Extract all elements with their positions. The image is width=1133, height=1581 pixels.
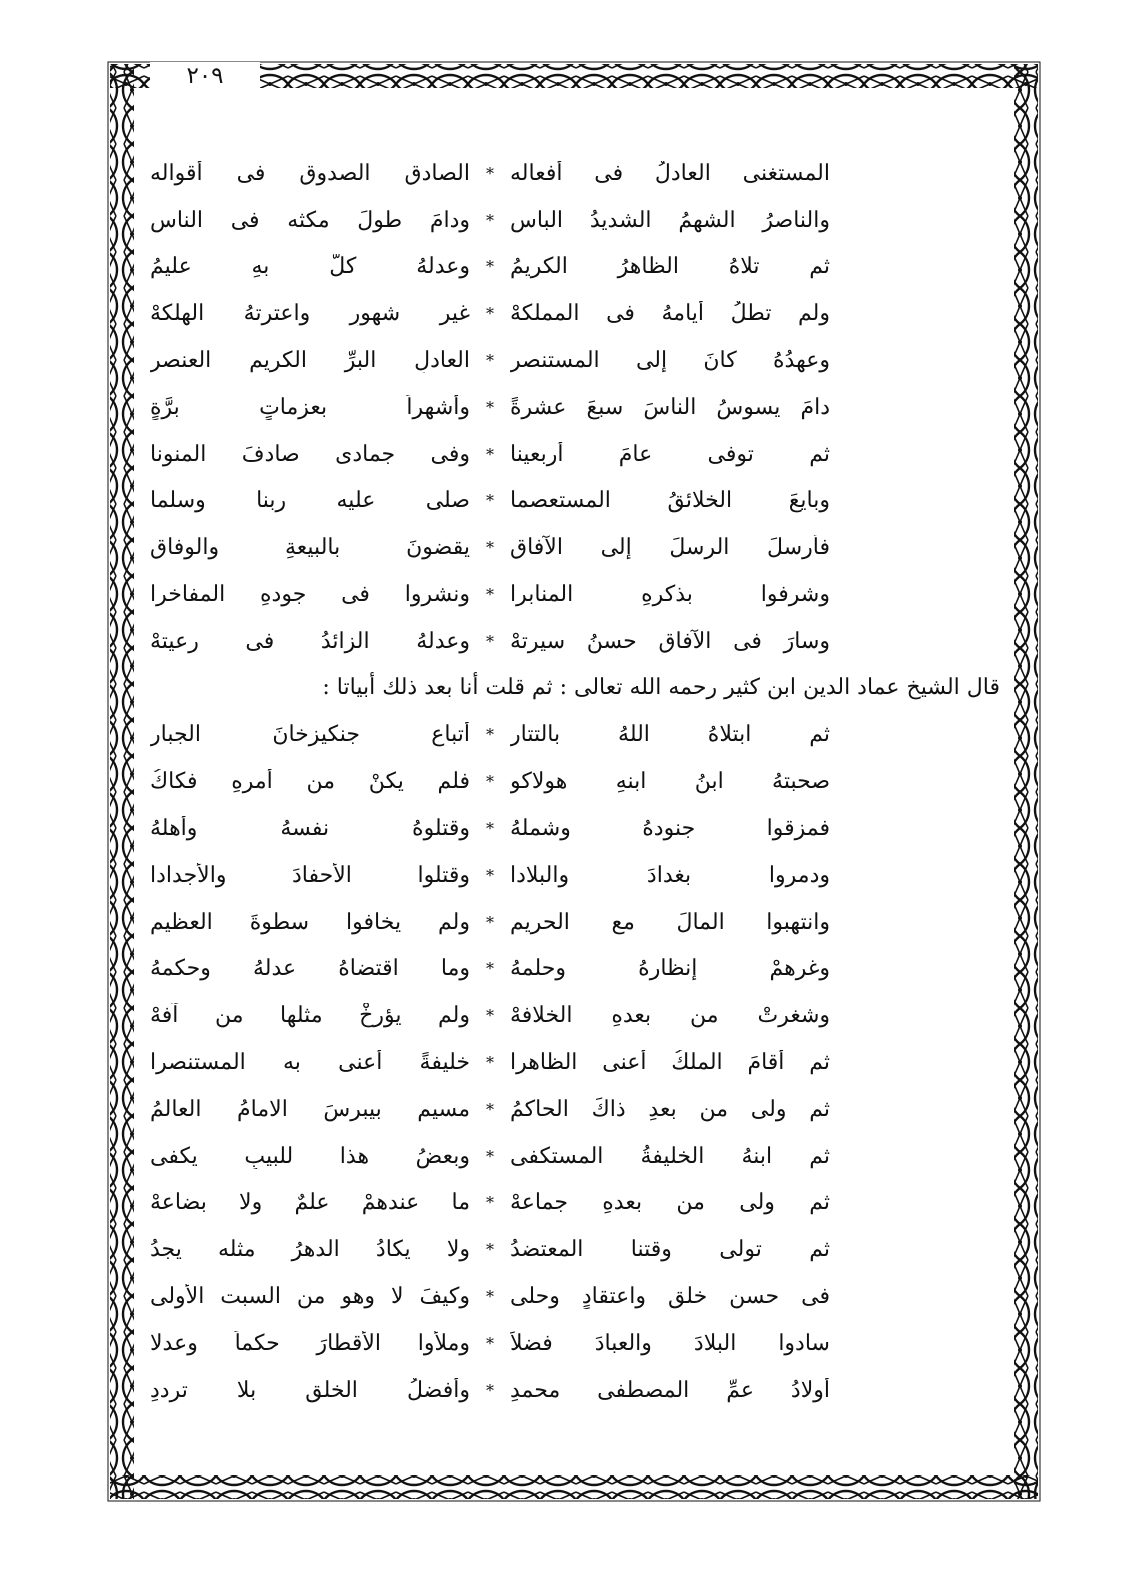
hemistich-separator: * xyxy=(486,1380,494,1400)
second-hemistich: ولا يكادُ الدهرُ مثله يجدُ xyxy=(150,1237,470,1263)
poem-text xyxy=(140,150,1000,1414)
first-hemistich: المستغنى العادلُ فى أفعاله xyxy=(510,160,830,186)
second-hemistich: وقتلوهُ نفسهُ وأهلهُ xyxy=(150,816,470,842)
second-hemistich: مسيم بيبرسَ الامامُ العالمُ xyxy=(150,1096,470,1122)
hemistich-separator: * xyxy=(486,959,494,979)
verse-line xyxy=(130,1226,830,1273)
verse-line xyxy=(130,1367,830,1414)
hemistich-separator: * xyxy=(486,1287,494,1307)
first-hemistich: ولم تطلُ أيامهُ فى المملكهْ xyxy=(510,301,830,327)
second-hemistich: وأفضلُ الخلقِ بلا ترددِ xyxy=(150,1377,470,1403)
first-hemistich: ثم أقامَ الملكُ أعنى الظاهرا xyxy=(510,1050,830,1076)
first-hemistich: ثم ابتلاهُ اللهُ بالتتارِ xyxy=(510,722,830,748)
verse-line xyxy=(130,805,830,852)
first-hemistich: وبايعَ الخلائقُ المستعصما xyxy=(510,488,830,514)
hemistich-separator: * xyxy=(486,1333,494,1353)
verse-line xyxy=(130,1273,830,1320)
second-hemistich: وملأوا الأقطارَ حكماً وعدلا xyxy=(150,1330,470,1356)
hemistich-separator: * xyxy=(486,912,494,932)
hemistich-separator: * xyxy=(486,351,494,371)
first-hemistich: ثم تولى وقتنا المعتضدُ xyxy=(510,1237,830,1263)
second-hemistich: أتباعِ جنكيزخانَ الجبارِ xyxy=(150,722,470,748)
second-hemistich: وقتلوا الأحفادَ والأجدادا xyxy=(150,862,470,888)
hemistich-separator: * xyxy=(486,1006,494,1026)
first-hemistich: وشغرتْ من بعدهِ الخلافهْ xyxy=(510,1003,830,1029)
second-hemistich: وأشهراً بعزماتٍ برَّةٍ xyxy=(150,394,470,420)
second-hemistich: وفى جمادى صادفَ المنونا xyxy=(150,441,470,467)
first-hemistich: ثم ولى من بعدهِ جماعهْ xyxy=(510,1190,830,1216)
first-hemistich: وسارَ فى الآفاقِ حسنُ سيرتهْ xyxy=(510,628,830,654)
first-hemistich: وانتهبوا المالَ مع الحريمِ xyxy=(510,909,830,935)
verse-group-b xyxy=(140,712,1000,1414)
verse-line xyxy=(130,1039,830,1086)
first-hemistich: ثم ولى من بعدِ ذاكَ الحاكمُ xyxy=(510,1096,830,1122)
verse-line xyxy=(130,992,830,1039)
second-hemistich: ودامَ طولَ مكثه فى الناسِ xyxy=(150,207,470,233)
page-number: ٢٠٩ xyxy=(150,62,260,90)
first-hemistich: فمزقوا جنودهُ وشملهُ xyxy=(510,816,830,842)
verse-line xyxy=(130,431,830,478)
hemistich-separator: * xyxy=(486,538,494,558)
first-hemistich: وعهدُهُ كانَ إلى المستنصرِ xyxy=(510,348,830,374)
second-hemistich: وبعضُ هذا للبيبِ يكفى xyxy=(150,1143,470,1169)
verse-line xyxy=(130,197,830,244)
hemistich-separator: * xyxy=(486,491,494,511)
hemistich-separator: * xyxy=(486,304,494,324)
second-hemistich: يقضونَ بالبيعةِ والوفاقِ xyxy=(150,535,470,561)
hemistich-separator: * xyxy=(486,725,494,745)
second-hemistich: صلى عليه ربنا وسلما xyxy=(150,488,470,514)
second-hemistich: غير شهورٍ واعترتهُ الهلكهْ xyxy=(150,301,470,327)
hemistich-separator: * xyxy=(486,585,494,605)
hemistich-separator: * xyxy=(486,163,494,183)
second-hemistich: ونشروا فى جودهِ المفاخرا xyxy=(150,582,470,608)
verse-line xyxy=(130,852,830,899)
first-hemistich: وشرفوا بذكرهِ المنابرا xyxy=(510,582,830,608)
second-hemistich: خليفةً أعنى به المستنصرا xyxy=(150,1050,470,1076)
second-hemistich: الصادق الصدوق فى أقواله xyxy=(150,160,470,186)
second-hemistich: وعدلهُ كلٌّ بهِ عليمُ xyxy=(150,254,470,280)
first-hemistich: فأرسلَ الرسلَ إلى الآفاقِ xyxy=(510,535,830,561)
hemistich-separator: * xyxy=(486,865,494,885)
second-hemistich: ما عندهمْ علمٌ ولا بضاعهْ xyxy=(150,1190,470,1216)
verse-line xyxy=(130,524,830,571)
verse-line xyxy=(130,618,830,665)
second-hemistich: وعدلهُ الزائدُ فى رعيتهْ xyxy=(150,628,470,654)
first-hemistich: ثم تلاهُ الظاهرُ الكريمُ xyxy=(510,254,830,280)
first-hemistich: وغرهمْ إنظارهُ وحلمهُ xyxy=(510,956,830,982)
first-hemistich: ثم ابنهُ الخليفةُ المستكفى xyxy=(510,1143,830,1169)
first-hemistich: والناصرُ الشهمُ الشديدُ الباس xyxy=(510,207,830,233)
verse-line xyxy=(130,712,830,759)
verse-line xyxy=(130,244,830,291)
verse-line xyxy=(130,1320,830,1367)
verse-line xyxy=(130,1086,830,1133)
first-hemistich: سادوا البلادَ والعبادَ فضلاً xyxy=(510,1330,830,1356)
verse-line xyxy=(130,758,830,805)
second-hemistich: وكيفَ لا وهو من السبت الأولى xyxy=(150,1284,470,1310)
first-hemistich: أولادُ عمِّ المصطفى محمدِ xyxy=(510,1377,830,1403)
hemistich-separator: * xyxy=(486,257,494,277)
prose-line: قال الشيخ عماد الدين ابن كثير رحمه الله تعالى : ثم قلت أنا بعد ذلك أبياتا : xyxy=(322,674,1000,700)
hemistich-separator: * xyxy=(486,1240,494,1260)
second-hemistich: فلم يكنْ من أمرهِ فكاكُ xyxy=(150,769,470,795)
first-hemistich: صحبتهُ ابنُ ابنهِ هولاكو xyxy=(510,769,830,795)
verse-line xyxy=(130,478,830,525)
hemistich-separator: * xyxy=(486,819,494,839)
hemistich-separator: * xyxy=(486,444,494,464)
hemistich-separator: * xyxy=(486,1146,494,1166)
verse-group-a xyxy=(140,150,1000,665)
verse-line xyxy=(130,150,830,197)
verse-line xyxy=(130,571,830,618)
second-hemistich: ولم يخافوا سطوةَ العظيمِ xyxy=(150,909,470,935)
second-hemistich: وما اقتضاهُ عدلهُ وحكمهُ xyxy=(150,956,470,982)
first-hemistich: دامَ يسوسُ الناسَ سبعَ عشرةً xyxy=(510,394,830,420)
hemistich-separator: * xyxy=(486,772,494,792)
hemistich-separator: * xyxy=(486,1053,494,1073)
verse-line xyxy=(130,946,830,993)
second-hemistich: العادلِ البرِّ الكريمِ العنصرِ xyxy=(150,348,470,374)
hemistich-separator: * xyxy=(486,1099,494,1119)
hemistich-separator: * xyxy=(486,397,494,417)
hemistich-separator: * xyxy=(486,210,494,230)
verse-line xyxy=(130,1180,830,1227)
verse-line xyxy=(130,290,830,337)
verse-line xyxy=(130,899,830,946)
second-hemistich: ولم يؤرخْ مثلها من آفهْ xyxy=(150,1003,470,1029)
verse-line xyxy=(130,337,830,384)
first-hemistich: ودمروا بغدادَ والبلادا xyxy=(510,862,830,888)
first-hemistich: ثم توفى عامَ أربعينا xyxy=(510,441,830,467)
verse-line xyxy=(130,1133,830,1180)
hemistich-separator: * xyxy=(486,1193,494,1213)
verse-line xyxy=(130,384,830,431)
hemistich-separator: * xyxy=(486,631,494,651)
first-hemistich: فى حسنِ خلقٍ واعتقادٍ وحلى xyxy=(510,1284,830,1310)
